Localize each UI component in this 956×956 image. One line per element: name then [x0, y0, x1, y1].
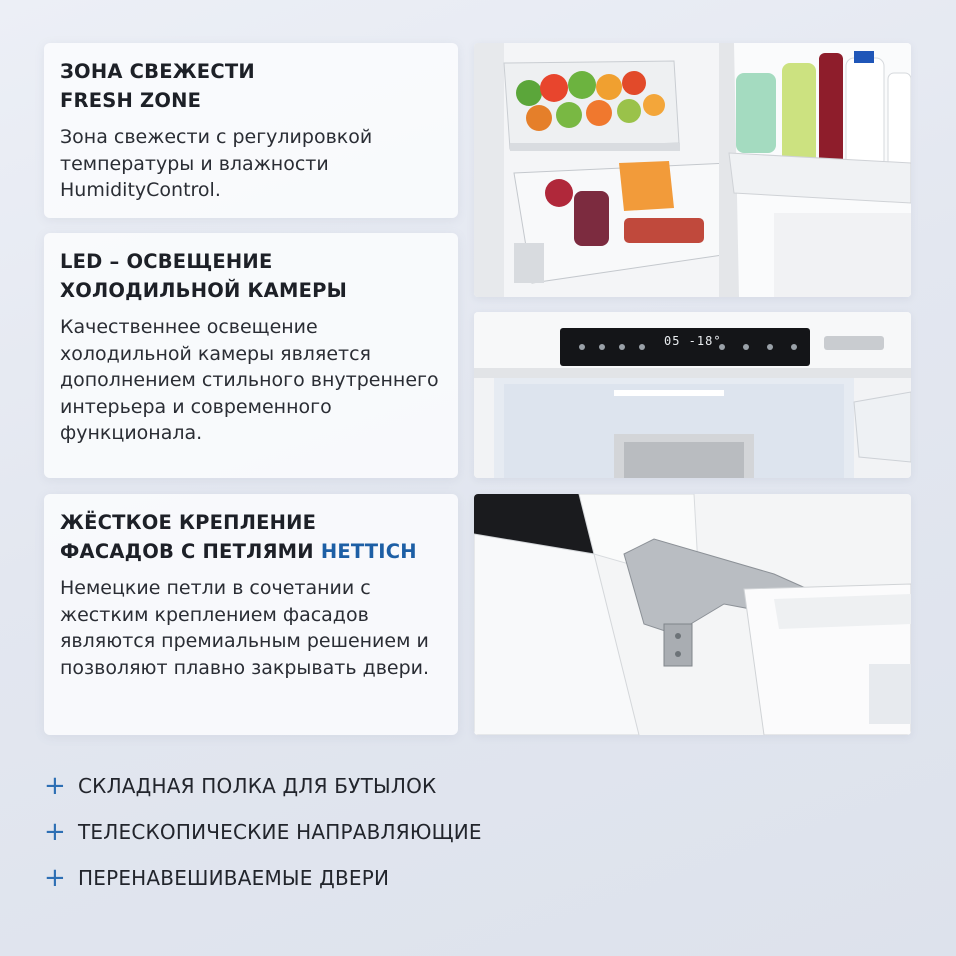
- card-description: Немецкие петли в сочетании с жестким креплением фасадов являются премиальным решением и позволяют плавно закрывать двери.: [60, 577, 430, 679]
- fresh-zone-card: [44, 43, 458, 218]
- feature-item: [44, 772, 436, 800]
- temperature-readout: 05 -18°: [664, 334, 722, 348]
- hinges-card: [44, 494, 458, 735]
- plus-icon: +: [44, 771, 66, 801]
- plus-icon: +: [44, 863, 66, 893]
- card-title: ЖЁСТКОЕ КРЕПЛЕНИЕ ФАСАДОВ С ПЕТЛЯМИ HETTICH: [60, 511, 417, 563]
- card-title: ЗОНА СВЕЖЕСТИ FRESH ZONE: [60, 60, 255, 112]
- plus-icon: +: [44, 817, 66, 847]
- card-description: Зона свежести с регулировкой температуры и влажности HumidityControl.: [60, 126, 373, 201]
- fridge-drawers-illustration: [474, 43, 911, 297]
- feature-text: СКЛАДНАЯ ПОЛКА ДЛЯ БУТЫЛОК: [78, 774, 437, 798]
- led-lighting-photo: [474, 312, 911, 478]
- hettich-hinges-photo: [474, 494, 911, 735]
- card-title: LED – ОСВЕЩЕНИЕ ХОЛОДИЛЬНОЙ КАМЕРЫ: [60, 250, 347, 302]
- fresh-zone-photo: [474, 43, 911, 297]
- door-hinge-illustration: [474, 494, 911, 735]
- brand-name: HETTICH: [320, 540, 417, 563]
- led-lighting-card: [44, 233, 458, 478]
- feature-text: ПЕРЕНАВЕШИВАЕМЫЕ ДВЕРИ: [78, 866, 390, 890]
- feature-text: ТЕЛЕСКОПИЧЕСКИЕ НАПРАВЛЯЮЩИЕ: [78, 820, 482, 844]
- card-description: Качественнее освещение холодильной камеры является дополнением стильного внутреннего интерьера и современного функционала.: [60, 316, 439, 444]
- feature-item: [44, 818, 482, 846]
- feature-item: [44, 864, 389, 892]
